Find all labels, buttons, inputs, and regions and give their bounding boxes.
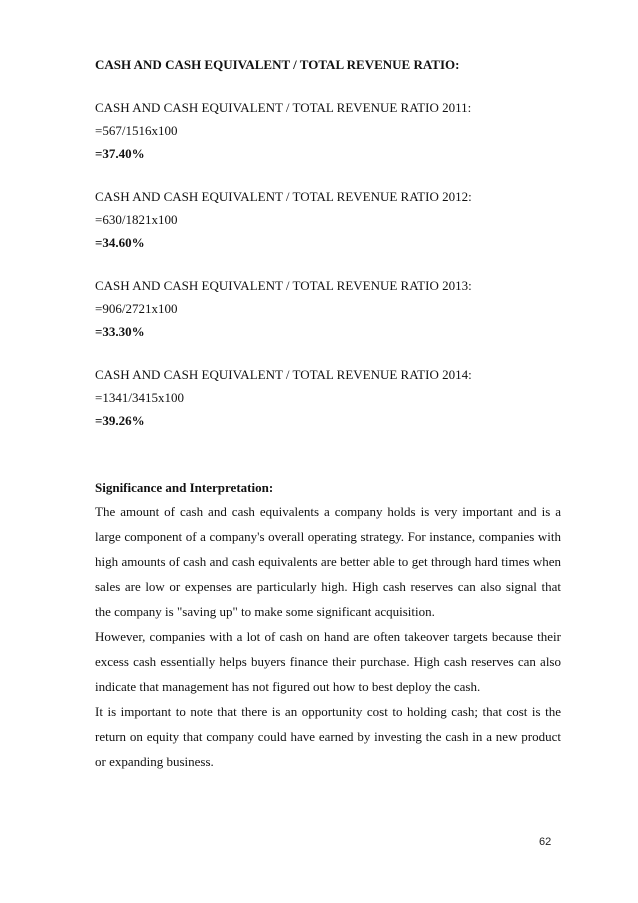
significance-heading: Significance and Interpretation: — [95, 480, 274, 495]
significance-paragraph: However, companies with a lot of cash on hand are often takeover targets because their excess cash essentially helps buyers finance their purchase. High cash reserves can also indicate that management has not figured out how to best deploy the cash. — [95, 629, 561, 694]
ratio-result: =33.30% — [95, 324, 145, 339]
ratio-formula: =906/2721x100 — [95, 301, 178, 316]
page-content — [95, 56, 561, 774]
ratio-label: CASH AND CASH EQUIVALENT / TOTAL REVENUE RATIO 2011: — [95, 100, 472, 115]
ratio-label: CASH AND CASH EQUIVALENT / TOTAL REVENUE RATIO 2014: — [95, 367, 472, 382]
section-heading: CASH AND CASH EQUIVALENT / TOTAL REVENUE RATIO: — [95, 57, 460, 72]
ratio-formula: =567/1516x100 — [95, 123, 178, 138]
ratio-result: =39.26% — [95, 413, 145, 428]
ratio-label: CASH AND CASH EQUIVALENT / TOTAL REVENUE RATIO 2012: — [95, 189, 472, 204]
ratio-block-2014 — [95, 363, 561, 432]
ratio-block-2013 — [95, 274, 561, 343]
page-number: 62 — [539, 836, 552, 848]
ratio-result: =37.40% — [95, 146, 145, 161]
ratio-label: CASH AND CASH EQUIVALENT / TOTAL REVENUE RATIO 2013: — [95, 278, 472, 293]
ratio-result: =34.60% — [95, 235, 145, 250]
ratio-formula: =1341/3415x100 — [95, 390, 184, 405]
significance-section — [95, 476, 561, 774]
significance-paragraph: It is important to note that there is an opportunity cost to holding cash; that cost is the return on equity that company could have earned by investing the cash in a new product or expanding business. — [95, 704, 561, 769]
ratio-formula: =630/1821x100 — [95, 212, 178, 227]
ratio-block-2011 — [95, 96, 561, 165]
significance-paragraph: The amount of cash and cash equivalents a company holds is very important and is a large component of a company's overall operating strategy. For instance, companies with high amounts of cash and cash equivalents are better able to get through hard times when sales are low or expenses are particularly high. High cash reserves can also signal that the company is "saving up" to make some significant acquisition. — [95, 504, 561, 619]
ratio-block-2012 — [95, 185, 561, 254]
